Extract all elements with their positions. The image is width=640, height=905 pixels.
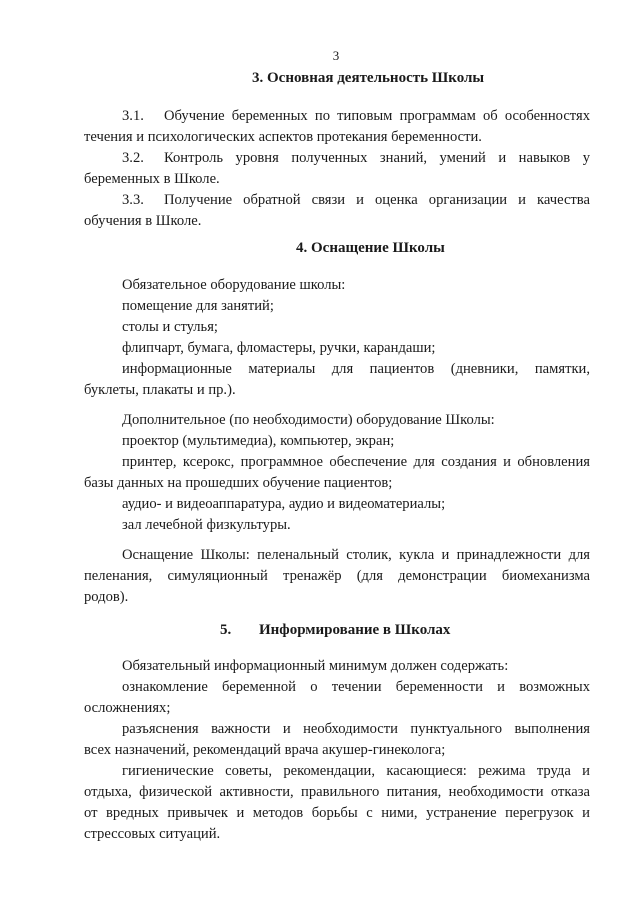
equipment-line: пеленания, симуляционный тренажёр (для демонстрации биомеханизма (84, 568, 590, 584)
info-item-cont: от вредных привычек и методов борьбы с ними, устранение перегрузок и (84, 805, 590, 821)
item-3-3-line1: 3.3. Получение обратной связи и оценка организации и качества (84, 190, 590, 211)
item-3-1-line2: течения и психологических аспектов протекания беременности. (84, 129, 482, 145)
info-intro: Обязательный информационный минимум должен содержать: (122, 658, 509, 674)
info-item-cont: всех назначений, рекомендаций врача акушер-гинеколога; (84, 742, 446, 758)
mandatory-item: столы и стулья; (122, 319, 218, 335)
optional-item: аудио- и видеоаппаратура, аудио и видеоматериалы; (122, 496, 446, 512)
optional-equipment (84, 410, 590, 536)
section-3-title: 3. Основная деятельность Школы (252, 70, 485, 86)
item-3-2-line1: 3.2. Контроль уровня полученных знаний, умений и навыков у (84, 148, 590, 169)
mandatory-item: флипчарт, бумага, фломастеры, ручки, карандаши; (122, 340, 436, 356)
optional-item: зал лечебной физкультуры. (122, 517, 291, 533)
info-item-cont: стрессовых ситуаций. (84, 826, 221, 842)
info-item: ознакомление беременной о течении беременности и возможных (122, 679, 590, 695)
equipment-line: Оснащение Школы: пеленальный столик, кукла и принадлежности для (122, 547, 590, 563)
item-3-2-number: 3.2. (122, 150, 144, 166)
optional-intro: Дополнительное (по необходимости) оборудование Школы: (122, 412, 495, 428)
page-number: 3 (332, 48, 340, 63)
section-5-title: Информирование в Школах (259, 622, 451, 638)
section-5-number: 5. (220, 622, 232, 638)
mandatory-item-cont: буклеты, плакаты и пр.). (84, 382, 236, 398)
info-item: разъяснения важности и необходимости пунктуального выполнения (122, 721, 590, 737)
school-equipment (84, 545, 590, 608)
mandatory-item: помещение для занятий; (122, 298, 274, 314)
optional-item: проектор (мультимедиа), компьютер, экран; (122, 433, 395, 449)
item-3-2-line2: беременных в Школе. (84, 171, 220, 187)
section-3-items (84, 106, 590, 232)
item-3-1-line1: 3.1. Обучение беременных по типовым программам об особенностях (84, 106, 590, 127)
mandatory-equipment (84, 275, 590, 401)
item-3-3-line2: обучения в Школе. (84, 213, 202, 229)
info-item: гигиенические советы, рекомендации, касающиеся: режима труда и (122, 763, 590, 779)
item-3-3-number: 3.3. (122, 192, 144, 208)
mandatory-intro: Обязательное оборудование школы: (122, 277, 346, 293)
optional-item: принтер, ксерокс, программное обеспечение для создания и обновления (122, 454, 590, 470)
section-4-title: 4. Оснащение Школы (296, 240, 445, 256)
information-minimum (84, 656, 590, 845)
info-item-cont: осложнениях; (84, 700, 171, 716)
equipment-line: родов). (84, 589, 129, 605)
mandatory-item: информационные материалы для пациентов (дневники, памятки, (122, 361, 590, 377)
item-3-1-number: 3.1. (122, 108, 144, 124)
optional-item-cont: базы данных на прошедших обучение пациентов; (84, 475, 393, 491)
info-item-cont: отдыха, физической активности, правильного питания, необходимости отказа (84, 784, 590, 800)
